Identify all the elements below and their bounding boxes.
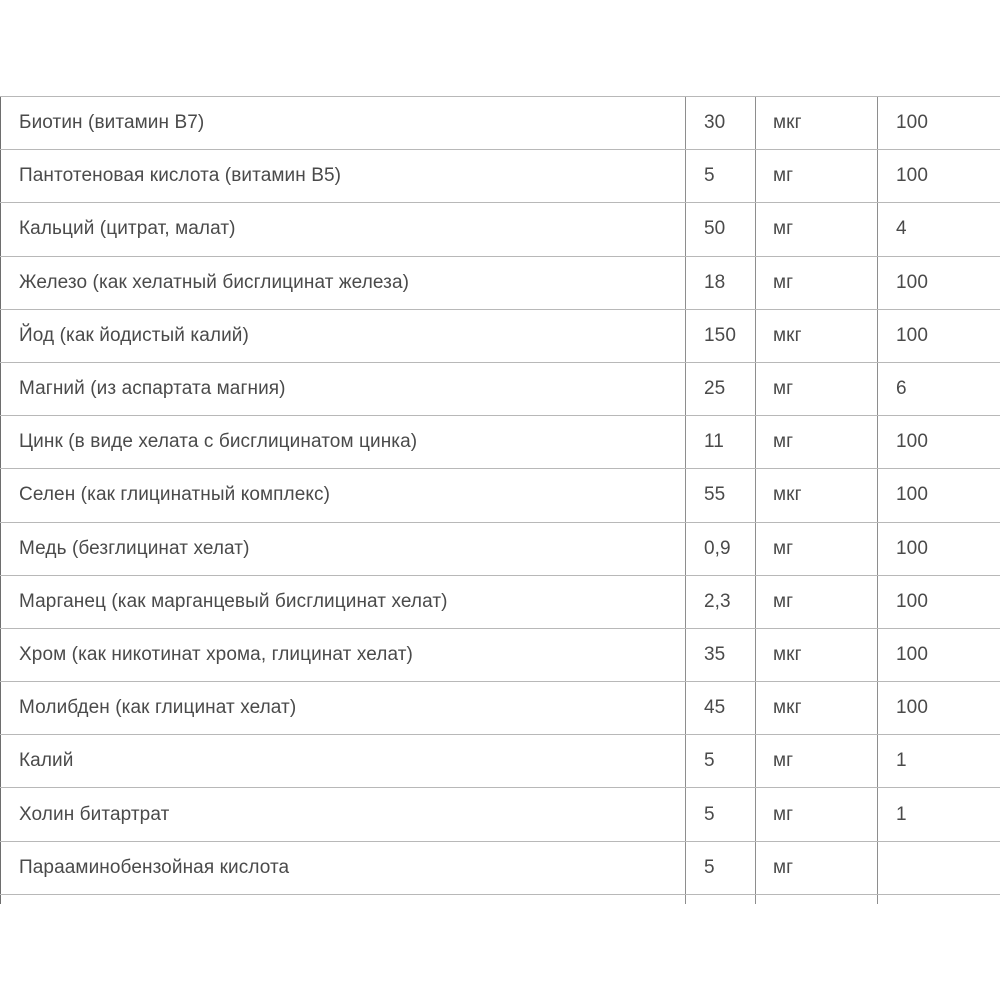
amount-cell: 25 (686, 362, 756, 415)
nutrient-table-container (0, 96, 1000, 904)
daily-value-cell: 100 (878, 628, 1000, 681)
nutrient-name-cell: Йод (как йодистый калий) (1, 309, 686, 362)
unit-cell: мг (756, 203, 878, 256)
unit-cell: мг (756, 841, 878, 894)
daily-value-cell: 100 (878, 469, 1000, 522)
nutrient-name-cell: Цинк (в виде хелата с бисглицинатом цинка) (1, 416, 686, 469)
daily-value-cell: 1 (878, 735, 1000, 788)
empty-cell (756, 894, 878, 904)
unit-cell: мг (756, 256, 878, 309)
amount-cell: 5 (686, 841, 756, 894)
table-row (1, 788, 1000, 841)
daily-value-cell: 100 (878, 256, 1000, 309)
amount-cell: 55 (686, 469, 756, 522)
unit-cell: мкг (756, 628, 878, 681)
nutrient-name-cell: Молибден (как глицинат хелат) (1, 682, 686, 735)
amount-cell: 0,9 (686, 522, 756, 575)
table-row (1, 682, 1000, 735)
table-row (1, 841, 1000, 894)
amount-cell: 30 (686, 97, 756, 150)
unit-cell: мкг (756, 309, 878, 362)
nutrient-name-cell: Магний (из аспартата магния) (1, 362, 686, 415)
nutrient-name-cell: Калий (1, 735, 686, 788)
nutrient-name-cell: Кальций (цитрат, малат) (1, 203, 686, 256)
nutrient-name-cell: Железо (как хелатный бисглицинат железа) (1, 256, 686, 309)
empty-cell (686, 894, 756, 904)
daily-value-cell (878, 841, 1000, 894)
table-row (1, 203, 1000, 256)
unit-cell: мг (756, 735, 878, 788)
unit-cell: мкг (756, 469, 878, 522)
daily-value-cell: 100 (878, 416, 1000, 469)
table-row (1, 256, 1000, 309)
daily-value-cell: 100 (878, 309, 1000, 362)
unit-cell: мг (756, 150, 878, 203)
daily-value-cell: 100 (878, 575, 1000, 628)
amount-cell: 5 (686, 788, 756, 841)
amount-cell: 45 (686, 682, 756, 735)
nutrient-name-cell: Холин битартрат (1, 788, 686, 841)
unit-cell: мг (756, 788, 878, 841)
table-row-partial (1, 894, 1000, 904)
table-row (1, 150, 1000, 203)
amount-cell: 150 (686, 309, 756, 362)
table-row (1, 309, 1000, 362)
nutrient-table (0, 96, 1000, 904)
nutrient-name-cell: Марганец (как марганцевый бисглицинат хелат) (1, 575, 686, 628)
unit-cell: мг (756, 575, 878, 628)
unit-cell: мкг (756, 97, 878, 150)
empty-cell (1, 894, 686, 904)
daily-value-cell: 100 (878, 682, 1000, 735)
daily-value-cell: 1 (878, 788, 1000, 841)
nutrient-table-body (1, 97, 1000, 905)
table-row (1, 628, 1000, 681)
unit-cell: мг (756, 522, 878, 575)
unit-cell: мг (756, 362, 878, 415)
table-row (1, 469, 1000, 522)
daily-value-cell: 6 (878, 362, 1000, 415)
table-row (1, 97, 1000, 150)
nutrient-name-cell: Медь (безглицинат хелат) (1, 522, 686, 575)
nutrient-name-cell: Парааминобензойная кислота (1, 841, 686, 894)
unit-cell: мкг (756, 682, 878, 735)
nutrient-name-cell: Биотин (витамин B7) (1, 97, 686, 150)
daily-value-cell: 4 (878, 203, 1000, 256)
table-row (1, 362, 1000, 415)
daily-value-cell: 100 (878, 522, 1000, 575)
daily-value-cell: 100 (878, 150, 1000, 203)
amount-cell: 5 (686, 735, 756, 788)
table-row (1, 575, 1000, 628)
nutrient-name-cell: Хром (как никотинат хрома, глицинат хелат) (1, 628, 686, 681)
amount-cell: 5 (686, 150, 756, 203)
empty-cell (878, 894, 1000, 904)
amount-cell: 50 (686, 203, 756, 256)
amount-cell: 2,3 (686, 575, 756, 628)
table-row (1, 416, 1000, 469)
nutrient-name-cell: Селен (как глицинатный комплекс) (1, 469, 686, 522)
nutrient-name-cell: Пантотеновая кислота (витамин B5) (1, 150, 686, 203)
daily-value-cell: 100 (878, 97, 1000, 150)
table-row (1, 735, 1000, 788)
unit-cell: мг (756, 416, 878, 469)
amount-cell: 11 (686, 416, 756, 469)
table-row (1, 522, 1000, 575)
amount-cell: 35 (686, 628, 756, 681)
amount-cell: 18 (686, 256, 756, 309)
